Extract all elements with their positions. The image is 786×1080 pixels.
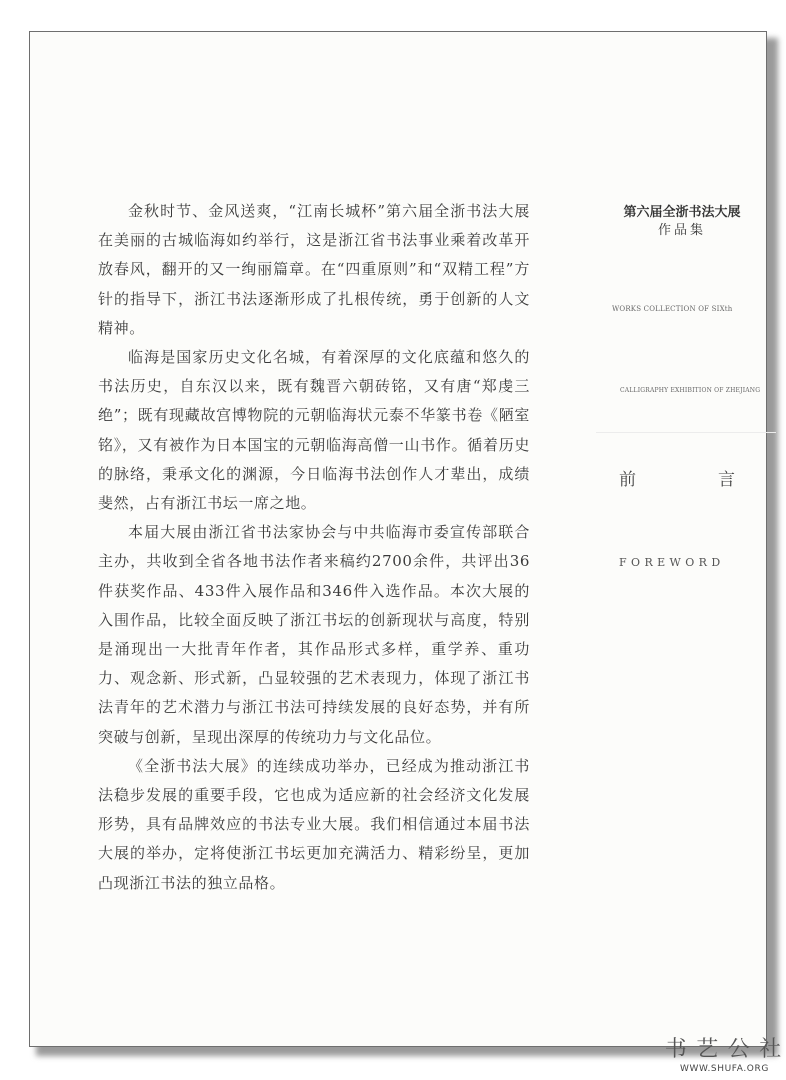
exhibition-title: 第六届全浙书法大展 bbox=[623, 205, 741, 220]
paragraph-3: 本届大展由浙江省书法家协会与中共临海市委宣传部联合主办，共收到全省各地书法作者来稿约2700余件，共评出36件获奖作品、433件入展作品和346件入选作品。本次大展的入围作品，比较全面反映了浙江书坛的创新现状与高度，特别是涌现出一大批青年作者，其作品形式多样，重学养、重功力、观念新、形式新，凸显较强的艺术表现力，体现了浙江书法青年的艺术潜力与浙江书法可持续发展的良好态势，并有所突破与创新，呈现出深厚的传统功力与文化品位。 bbox=[98, 523, 530, 746]
watermark-url: WWW.SHUFA.ORG bbox=[680, 1064, 769, 1074]
paragraph-4: 《全浙书法大展》的连续成功举办，已经成为推动浙江书法稳步发展的重要手段，它也成为适应新的社会经济文化发展形势，具有品牌效应的书法专业大展。我们相信通过本届书法大展的举办，定将使浙江书坛更加充满活力、精彩纷呈，更加凸现浙江书法的独立品格。 bbox=[98, 756, 530, 892]
paragraph-1: 金秋时节、金风送爽，“江南长城杯”第六届全浙书法大展在美丽的古城临海如约举行，这是浙江省书法事业乘着改革开放春风，翻开的又一绚丽篇章。在“四重原则”和“双精工程”方针的指导下，浙江书法逐渐形成了扎根传统，勇于创新的人文精神。 bbox=[98, 202, 530, 337]
watermark-logo bbox=[660, 1032, 786, 1062]
site-watermark bbox=[660, 1032, 786, 1080]
watermark-char: 社 bbox=[759, 1036, 782, 1062]
preface-heading-char-2: 言 bbox=[718, 470, 735, 490]
preface-heading-char-1: 前 bbox=[619, 470, 636, 490]
divider bbox=[596, 432, 776, 433]
watermark-char: 公 bbox=[727, 1036, 750, 1062]
paragraph-2: 临海是国家历史文化名城，有着深厚的文化底蕴和悠久的书法历史，自东汉以来，既有魏晋六朝砖铭，又有唐“郑虔三绝”；既有现藏故宫博物院的元朝临海状元泰不华篆书卷《陋室铭》，又有被作为日本国宝的元朝临海高僧一山书作。循着历史的脉络，秉承文化的渊源，今日临海书法创作人才辈出，成绩斐然，占有浙江书坛一席之地。 bbox=[98, 348, 530, 513]
watermark-char: 艺 bbox=[696, 1036, 719, 1062]
foreword-heading: FOREWORD bbox=[619, 556, 725, 569]
preface-body bbox=[98, 197, 530, 898]
english-title-line-2: CALLIGRAPHY EXHIBITION OF ZHEJIANG bbox=[620, 387, 761, 394]
watermark-char: 书 bbox=[664, 1036, 687, 1062]
collection-subtitle: 作品集 bbox=[657, 223, 706, 238]
english-title-line-1: WORKS COLLECTION OF SIXth bbox=[612, 305, 733, 313]
